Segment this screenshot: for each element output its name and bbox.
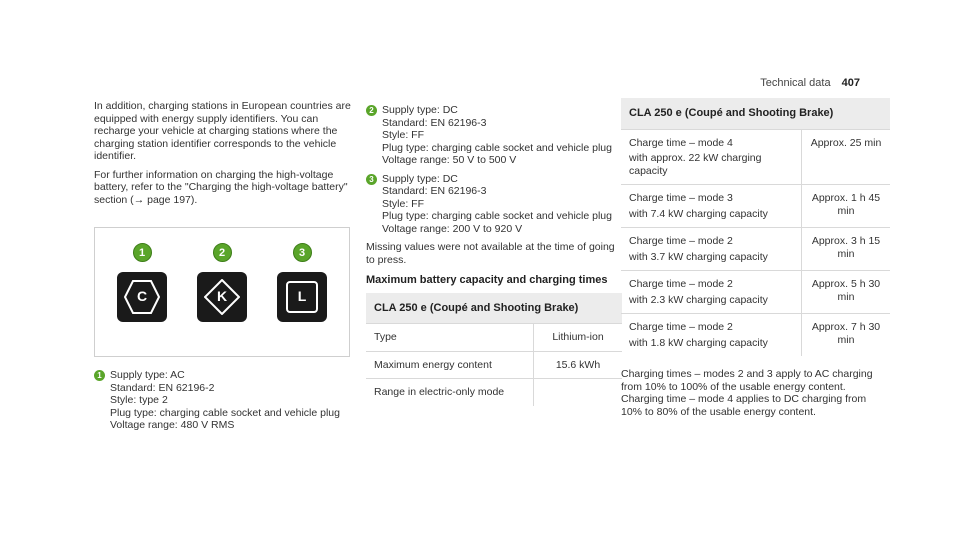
legend-item-3 (366, 173, 622, 236)
callout-2: 2 (213, 243, 232, 262)
socket-letter: L (297, 288, 307, 304)
socket-1 (117, 243, 167, 322)
table-row (621, 314, 890, 357)
battery-table (366, 293, 622, 406)
charging-note: Charging times – modes 2 and 3 apply to AC charging from 10% to 100% of the usable energy content. Charging time – mode 4 applies to DC charging from 10% to 80% of the usable energy content. (621, 368, 873, 418)
row-value: Lithium-ion (534, 324, 623, 352)
callout-2: 2 (366, 105, 377, 116)
legend-line: Standard: EN 62196-2 (110, 381, 215, 394)
page-number: 407 (841, 77, 860, 89)
section-heading: Maximum battery capacity and charging times (366, 274, 608, 286)
legend-line: Supply type: DC (382, 104, 458, 116)
row-value: Approx. 3 h 15 min (802, 228, 891, 271)
row-title: Charge time – mode 4 (629, 136, 733, 149)
table-row (621, 271, 890, 314)
legend-item-1 (94, 369, 356, 432)
page-reference-link[interactable]: → page 197 (133, 193, 191, 206)
legend-line: Voltage range: 50 V to 500 V (382, 154, 517, 166)
callout-3: 3 (366, 174, 377, 185)
legend-line: Voltage range: 200 V to 920 V (382, 222, 523, 235)
socket-2 (197, 243, 247, 322)
legend-line: Voltage range: 480 V RMS (110, 419, 235, 431)
callout-3: 3 (293, 243, 312, 262)
row-subtitle: with 7.4 kW charging capacity (629, 207, 768, 220)
row-subtitle: with approx. 22 kW charging capacity (629, 152, 762, 177)
further-info-paragraph (94, 169, 356, 207)
row-title: Charge time – mode 2 (629, 278, 733, 290)
charging-time-table (621, 98, 890, 356)
row-subtitle: with 3.7 kW charging capacity (629, 250, 768, 263)
row-title: Charge time – mode 3 (629, 192, 733, 204)
column-2 (366, 104, 622, 406)
row-value: Approx. 7 h 30 min (802, 314, 891, 357)
column-3 (621, 98, 890, 424)
legend-line: Style: type 2 (110, 394, 168, 406)
legend-line: Plug type: charging cable socket and vehicle plug (382, 210, 612, 222)
table-row (621, 228, 890, 271)
row-label: Range in electric-only mode (366, 379, 534, 406)
row-value: Approx. 1 h 45 min (802, 185, 891, 228)
row-label (621, 314, 802, 357)
row-label (621, 185, 802, 228)
socket-3 (277, 243, 327, 322)
table-header: CLA 250 e (Coupé and Shooting Brake) (621, 98, 890, 129)
legend-line: Standard: EN 62196-3 (382, 185, 487, 197)
row-label: Type (366, 324, 534, 352)
row-label: Maximum energy content (366, 351, 534, 379)
legend-line: Style: FF (382, 129, 425, 141)
section-title: Technical data (760, 77, 831, 89)
table-row (366, 351, 622, 379)
legend-line: Plug type: charging cable socket and vehicle plug (382, 141, 612, 154)
row-label (621, 271, 802, 314)
row-value (534, 379, 623, 406)
table-row (366, 379, 622, 406)
legend-line: Standard: EN 62196-3 (382, 116, 487, 129)
table-row (366, 324, 622, 352)
column-1 (94, 100, 356, 212)
table-row (621, 129, 890, 185)
legend-item-2 (366, 104, 622, 167)
table-header: CLA 250 e (Coupé and Shooting Brake) (366, 293, 622, 324)
legend-line: Supply type: AC (110, 369, 185, 381)
row-label (621, 129, 802, 185)
table-row (621, 185, 890, 228)
row-subtitle: with 2.3 kW charging capacity (629, 293, 768, 306)
missing-values-note: Missing values were not available at the time of going to press. (366, 241, 615, 266)
row-value: 15.6 kWh (534, 351, 623, 379)
row-value: Approx. 5 h 30 min (802, 271, 891, 314)
row-value: Approx. 25 min (802, 129, 891, 185)
socket-letter: C (136, 288, 148, 304)
row-title: Charge time – mode 2 (629, 321, 733, 333)
legend-line: Style: FF (382, 197, 425, 210)
row-label (621, 228, 802, 271)
legend-item-1-wrap (94, 369, 356, 438)
socket-figure (94, 227, 350, 357)
socket-identifier-c (117, 272, 167, 322)
further-info-text: For further information on charging the high-voltage battery, refer to the "Charging the high-voltage battery" section ( (94, 168, 348, 206)
callout-1: 1 (133, 243, 152, 262)
row-subtitle: with 1.8 kW charging capacity (629, 336, 768, 349)
legend-line: Supply type: DC (382, 172, 458, 185)
intro-paragraph: In addition, charging stations in European countries are equipped with energy supply identifiers. You can recharge your vehicle at charging stations where the charging station identifier corresponds to the vehicle identifier. (94, 100, 351, 162)
socket-identifier-k (197, 272, 247, 322)
further-info-close: ). (190, 193, 198, 206)
socket-letter: K (216, 288, 228, 304)
legend-line: Plug type: charging cable socket and vehicle plug (110, 406, 340, 419)
socket-identifier-l (277, 272, 327, 322)
row-title: Charge time – mode 2 (629, 235, 733, 247)
page-header (760, 77, 860, 89)
callout-1: 1 (94, 370, 105, 381)
